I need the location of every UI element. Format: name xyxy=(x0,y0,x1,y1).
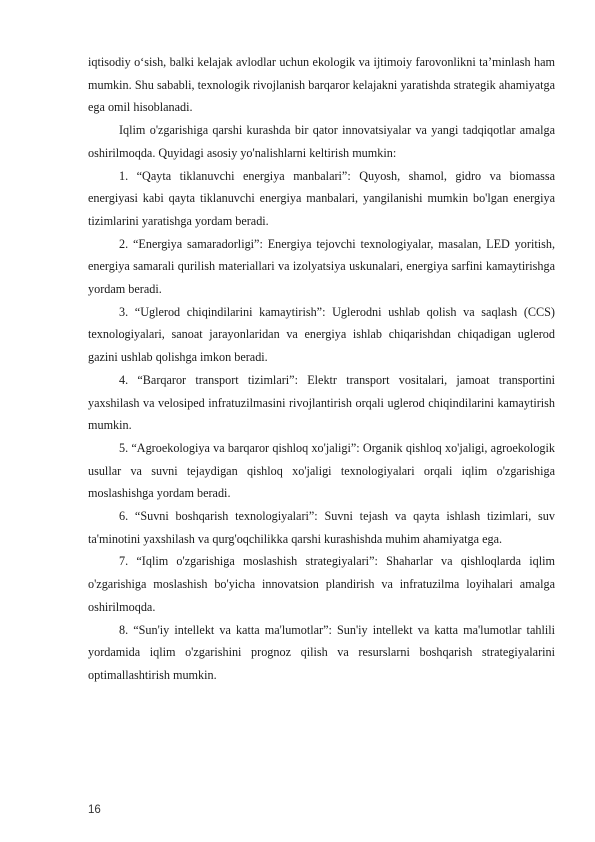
paragraph-intro-continuation: iqtisodiy o‘sish, balki kelajak avlodlar uchun ekologik va ijtimoiy farovonlikni ta’minlash ham mumkin. Shu sababli, texnologik rivojlanish barqaror kelajakni yaratishda strategik ahamiyatga ega omil hisoblanadi. xyxy=(88,55,555,115)
list-item-carbon-reduction: 3. “Uglerod chiqindilarini kamaytirish”: Uglerodni ushlab qolish va saqlash (CCS) texnologiyalari, sanoat jarayonlaridan va energiya ishlab chiqarishdan chiqadigan uglerod gazini ushlab qolishga imkon beradi. xyxy=(88,304,555,365)
list-item-energy-efficiency: 2. “Energiya samaradorligi”: Energiya tejovchi texnologiyalar, masalan, LED yoritish, energiya samarali qurilish materiallari va izolyatsiya uskunalari, energiya sarfini kamaytirishga yordam beradi. xyxy=(88,236,555,297)
paragraph-innovations-intro: Iqlim o'zgarishiga qarshi kurashda bir qator innovatsiyalar va yangi tadqiqotlar amalga oshirilmoqda. Quyidagi asosiy yo'nalishlarni keltirish mumkin: xyxy=(88,123,555,160)
list-item-water-management: 6. “Suvni boshqarish texnologiyalari”: Suvni tejash va qayta ishlash tizimlari, suv ta'minotini yaxshilash va qurg'oqchilikka qarshi kurashishda muhim ahamiyatga ega. xyxy=(88,509,555,546)
list-item-sustainable-transport: 4. “Barqaror transport tizimlari”: Elektr transport vositalari, jamoat transportini yaxshilash va velosiped infratuzilmasini rivojlantirish orqali uglerod chiqindilarini kamaytirish mumkin. xyxy=(88,372,555,433)
list-item-renewable-energy: 1. “Qayta tiklanuvchi energiya manbalari”: Quyosh, shamol, gidro va biomassa energiyasi kabi qayta tiklanuvchi energiya manbalari, yangilanishi mumkin bo'lgan energiya tizimlarini yaratishga yordam beradi. xyxy=(88,168,555,228)
list-item-agroecology: 5. “Agroekologiya va barqaror qishloq xo'jaligi”: Organik qishloq xo'jaligi, agroekologik usullar va suvni tejaydigan qishloq xo'jaligi texnologiyalari orqali iqlim o'zgarishiga moslashishga yordam beradi. xyxy=(88,440,555,501)
page-number: 16 xyxy=(88,804,101,816)
page-body xyxy=(88,51,555,687)
list-item-climate-adaptation: 7. “Iqlim o'zgarishiga moslashish strategiyalari”: Shaharlar va qishloqlarda iqlim o'zgarishiga moslashish bo'yicha innovatsion plandirish va infratuzilma loyihalari amalga oshirilmoqda. xyxy=(88,554,555,614)
list-item-ai-big-data: 8. “Sun'iy intellekt va katta ma'lumotlar”: Sun'iy intellekt va katta ma'lumotlar tahlili yordamida iqlim o'zgarishini prognoz qilish va resurslarni boshqarish strategiyalarini optimallashtirish mumkin. xyxy=(88,622,555,682)
